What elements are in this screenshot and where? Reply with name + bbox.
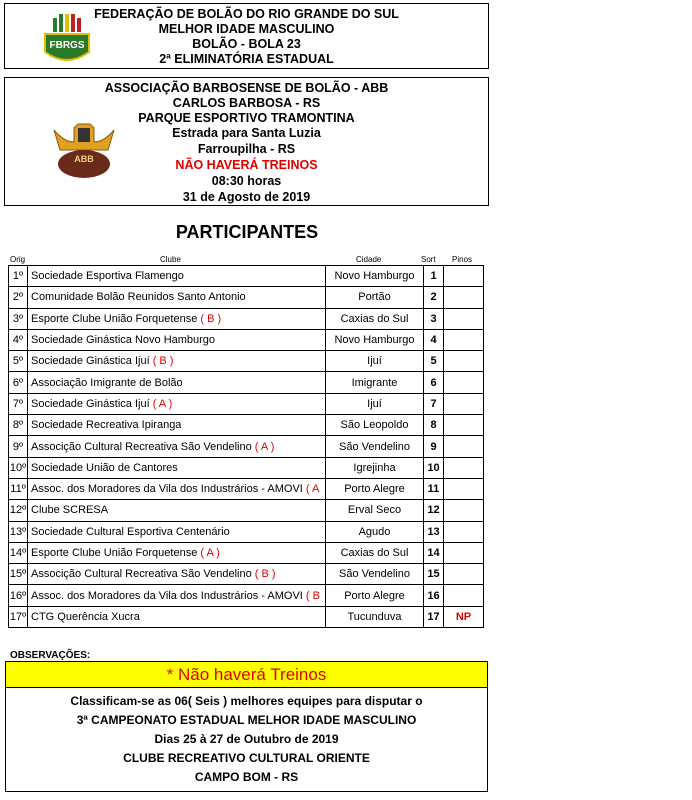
row-orig: 2º xyxy=(9,287,28,308)
row-city: Caxias do Sul xyxy=(326,542,424,563)
row-city: Novo Hamburgo xyxy=(326,329,424,350)
col-club-header: Clube xyxy=(160,255,181,264)
championship-city: CAMPO BOM - RS xyxy=(194,770,299,784)
row-sort: 8 xyxy=(424,415,444,436)
row-sort: 9 xyxy=(424,436,444,457)
row-orig: 15º xyxy=(9,564,28,585)
row-pins xyxy=(444,351,484,372)
row-sort: 11 xyxy=(424,478,444,499)
club-name: Clube SCRESA xyxy=(31,504,109,517)
footer-info xyxy=(5,688,488,792)
row-city: São Vendelino xyxy=(326,436,424,457)
row-club xyxy=(28,585,326,606)
table-row xyxy=(9,564,484,585)
club-name: Sociedade Esportiva Flamengo xyxy=(31,270,184,283)
row-orig: 16º xyxy=(9,585,28,606)
club-name: Sociedade Ginástica Novo Hamburgo xyxy=(31,334,216,347)
club-name: Esporte Clube União Forquetense xyxy=(31,312,201,325)
stage-line: 2ª ELIMINATÓRIA ESTADUAL xyxy=(159,52,334,66)
row-pins xyxy=(444,585,484,606)
club-name: Comunidade Bolão Reunidos Santo Antonio xyxy=(31,291,246,304)
row-club xyxy=(28,372,326,393)
federation-name: FEDERAÇÃO DE BOLÃO DO RIO GRANDE DO SUL xyxy=(94,7,399,21)
row-orig: 6º xyxy=(9,372,28,393)
team-tag: ( B ) xyxy=(254,568,276,581)
row-club xyxy=(28,287,326,308)
row-sort: 17 xyxy=(424,606,444,627)
federation-header xyxy=(4,3,489,69)
team-tag: ( A ) xyxy=(200,547,220,559)
row-pins xyxy=(444,500,484,521)
row-pins xyxy=(444,436,484,457)
row-city: Erval Seco xyxy=(326,500,424,521)
club-name: Associação Imigrante de Bolão xyxy=(31,376,183,389)
table-row xyxy=(9,500,484,521)
venue-town: Farroupilha - RS xyxy=(197,142,296,156)
row-orig: 7º xyxy=(9,393,28,414)
table-row xyxy=(9,351,484,372)
row-orig: 17º xyxy=(9,606,28,627)
col-sort-header: Sort xyxy=(421,255,436,264)
host-club: ASSOCIAÇÃO BARBOSENSE DE BOLÃO - ABB xyxy=(104,81,389,95)
table-row xyxy=(9,478,484,499)
row-sort: 16 xyxy=(424,585,444,606)
table-row xyxy=(9,329,484,350)
svg-text:FBRGS: FBRGS xyxy=(49,40,85,51)
row-sort: 1 xyxy=(424,266,444,287)
club-name: Sociedade Ginástica Ijuí xyxy=(31,397,153,410)
row-club xyxy=(28,351,326,372)
row-city: Ijuí xyxy=(326,393,424,414)
row-city: Portão xyxy=(326,287,424,308)
row-orig: 3º xyxy=(9,308,28,329)
row-club xyxy=(28,329,326,350)
row-pins xyxy=(444,542,484,563)
team-tag: ( B ) xyxy=(200,312,222,325)
team-tag: ( A xyxy=(305,483,320,496)
team-tag: ( B xyxy=(305,589,320,602)
modality-line: BOLÃO - BOLA 23 xyxy=(192,37,301,51)
team-tag: ( A ) xyxy=(152,397,173,410)
table-row xyxy=(9,457,484,478)
row-city: Caxias do Sul xyxy=(326,308,424,329)
row-sort: 2 xyxy=(424,287,444,308)
abb-logo-icon xyxy=(50,116,118,182)
club-name: Sociedade União de Cantores xyxy=(31,461,178,474)
row-sort: 6 xyxy=(424,372,444,393)
training-notice: NÃO HAVERÁ TREINOS xyxy=(175,158,318,172)
event-time: 08:30 horas xyxy=(211,174,282,188)
row-sort: 13 xyxy=(424,521,444,542)
row-club xyxy=(28,415,326,436)
row-orig: 1º xyxy=(9,266,28,287)
championship-club: CLUBE RECREATIVO CULTURAL ORIENTE xyxy=(123,751,370,765)
row-orig: 14º xyxy=(9,542,28,563)
row-city: Tucunduva xyxy=(326,606,424,627)
row-club xyxy=(28,564,326,585)
row-sort: 4 xyxy=(424,329,444,350)
club-name: Associção Cultural Recreativa São Vendelino xyxy=(31,440,255,453)
row-club xyxy=(28,606,326,627)
club-name: Sociedade Cultural Esportiva Centenário xyxy=(31,525,230,538)
row-pins xyxy=(444,287,484,308)
row-pins xyxy=(444,372,484,393)
row-club xyxy=(28,542,326,563)
row-city: Agudo xyxy=(326,521,424,542)
table-row xyxy=(9,415,484,436)
club-name: Assoc. dos Moradores da Vila dos Industrários - AMOVI xyxy=(31,483,306,496)
col-orig-header: Orig xyxy=(10,255,26,264)
row-city: São Leopoldo xyxy=(326,415,424,436)
row-sort: 5 xyxy=(424,351,444,372)
row-sort: 10 xyxy=(424,457,444,478)
qualification-text: Classificam-se as 06( Seis ) melhores equipes para disputar o xyxy=(70,694,423,708)
team-tag: ( A ) xyxy=(254,440,275,453)
row-pins xyxy=(444,457,484,478)
row-club xyxy=(28,500,326,521)
table-row xyxy=(9,521,484,542)
row-sort: 14 xyxy=(424,542,444,563)
category-line: MELHOR IDADE MASCULINO xyxy=(158,22,335,36)
row-pins xyxy=(444,393,484,414)
row-pins xyxy=(444,266,484,287)
club-name: Esporte Clube União Forquetense xyxy=(31,547,201,559)
table-row xyxy=(9,606,484,627)
club-name: Sociedade Ginástica Ijuí xyxy=(31,355,153,368)
row-orig: 11º xyxy=(9,478,28,499)
svg-text:ABB: ABB xyxy=(74,154,94,164)
row-city: Igrejinha xyxy=(326,457,424,478)
table-row xyxy=(9,542,484,563)
col-city-header: Cidade xyxy=(356,255,382,264)
row-pins xyxy=(444,329,484,350)
row-club xyxy=(28,478,326,499)
table-row xyxy=(9,308,484,329)
table-row xyxy=(9,436,484,457)
row-club xyxy=(28,436,326,457)
row-sort: 7 xyxy=(424,393,444,414)
row-orig: 9º xyxy=(9,436,28,457)
row-city: Novo Hamburgo xyxy=(326,266,424,287)
table-row xyxy=(9,372,484,393)
event-date: 31 de Agosto de 2019 xyxy=(182,190,311,204)
host-city: CARLOS BARBOSA - RS xyxy=(172,96,321,110)
club-name: CTG Querência Xucra xyxy=(31,610,140,623)
team-tag: ( B ) xyxy=(152,355,174,368)
venue-name: PARQUE ESPORTIVO TRAMONTINA xyxy=(138,111,355,125)
row-club xyxy=(28,457,326,478)
table-row xyxy=(9,585,484,606)
row-pins xyxy=(444,415,484,436)
table-row xyxy=(9,266,484,287)
row-city: Ijuí xyxy=(326,351,424,372)
championship-dates: Dias 25 à 27 de Outubro de 2019 xyxy=(154,732,339,746)
row-pins xyxy=(444,564,484,585)
row-city: Imigrante xyxy=(326,372,424,393)
row-sort: 3 xyxy=(424,308,444,329)
club-name: Associção Cultural Recreativa São Vendelino xyxy=(31,568,255,581)
row-sort: 12 xyxy=(424,500,444,521)
row-orig: 10º xyxy=(9,457,28,478)
row-pins xyxy=(444,308,484,329)
row-sort: 15 xyxy=(424,564,444,585)
col-pins-header: Pinos xyxy=(452,255,473,264)
row-city: Porto Alegre xyxy=(326,478,424,499)
row-pins xyxy=(444,521,484,542)
no-training-banner: * Não haverá Treinos xyxy=(5,661,488,688)
table-row xyxy=(9,393,484,414)
row-club xyxy=(28,393,326,414)
row-orig: 13º xyxy=(9,521,28,542)
row-orig: 4º xyxy=(9,329,28,350)
championship-name: 3ª CAMPEONATO ESTADUAL MELHOR IDADE MASCULINO xyxy=(76,713,417,727)
row-city: Porto Alegre xyxy=(326,585,424,606)
table-row xyxy=(9,287,484,308)
participants-title: PARTICIPANTES xyxy=(175,222,319,242)
venue-road: Estrada para Santa Luzia xyxy=(172,126,321,140)
club-name: Assoc. dos Moradores da Vila dos Industrários - AMOVI xyxy=(31,589,306,602)
row-pins: NP xyxy=(444,606,484,627)
row-club xyxy=(28,266,326,287)
row-orig: 12º xyxy=(9,500,28,521)
observations-label: OBSERVAÇÕES: xyxy=(10,650,91,661)
row-city: São Vendelino xyxy=(326,564,424,585)
row-pins xyxy=(444,478,484,499)
row-orig: 5º xyxy=(9,351,28,372)
club-name: Sociedade Recreativa Ipiranga xyxy=(31,419,182,432)
row-orig: 8º xyxy=(9,415,28,436)
participants-table xyxy=(8,265,484,628)
row-club xyxy=(28,308,326,329)
row-club xyxy=(28,521,326,542)
